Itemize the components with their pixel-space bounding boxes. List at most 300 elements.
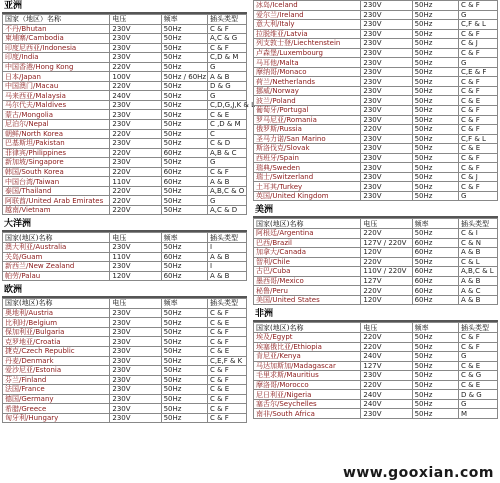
voltage-cell: 230V: [361, 191, 412, 201]
country-cell: 葡萄牙/Portugal: [254, 106, 361, 116]
plug-type-cell: C & E: [207, 385, 246, 395]
plug-type-cell: C & F: [207, 24, 246, 34]
plug-type-cell: C & D: [207, 139, 246, 149]
plug-type-cell: C & F: [207, 404, 246, 414]
voltage-cell: 230V: [110, 346, 161, 356]
plug-type-cell: C & F: [458, 332, 497, 342]
voltage-table: [2, 14, 256, 215]
table-row: [254, 257, 498, 267]
plug-type-cell: G: [207, 158, 246, 168]
column-header: 国家(地区)名称: [3, 299, 110, 309]
column-header: 插头类型: [207, 15, 246, 25]
plug-type-cell: C & F: [207, 366, 246, 376]
region-title: 亚洲: [2, 0, 247, 14]
column-header: 电压: [110, 299, 161, 309]
frequency-cell: 60Hz: [161, 177, 207, 187]
voltage-cell: 230V: [361, 409, 412, 419]
voltage-cell: 220V: [361, 125, 412, 135]
table-row: [3, 120, 247, 130]
plug-type-cell: C & F: [207, 327, 246, 337]
voltage-cell: 230V: [361, 1, 412, 11]
frequency-cell: 50Hz: [161, 100, 207, 110]
voltage-cell: 230V: [361, 77, 412, 87]
frequency-cell: 50Hz: [412, 163, 458, 173]
frequency-cell: 50Hz: [161, 327, 207, 337]
country-cell: 越南/Vietnam: [3, 205, 110, 215]
table-header-row: [3, 15, 247, 25]
table-row: [3, 139, 247, 149]
region-section: [2, 0, 256, 215]
table-row: [3, 327, 247, 337]
table-row: [3, 252, 247, 262]
country-cell: 圣马力诺/San Marino: [254, 134, 361, 144]
frequency-cell: 60Hz: [412, 248, 458, 258]
frequency-cell: 50Hz: [412, 48, 458, 58]
voltage-cell: 230V: [110, 100, 161, 110]
voltage-cell: 230V: [361, 153, 412, 163]
voltage-cell: 230V: [361, 29, 412, 39]
frequency-cell: 50Hz: [412, 390, 458, 400]
country-cell: 毛里求斯/Mauritius: [254, 371, 361, 381]
column-header: 电压: [361, 219, 412, 229]
voltage-cell: 230V: [110, 243, 161, 253]
region-section: [253, 305, 498, 418]
table-row: [3, 81, 247, 91]
column-header: 插头类型: [458, 219, 497, 229]
voltage-cell: 230V: [361, 144, 412, 154]
frequency-cell: 50Hz: [412, 332, 458, 342]
country-cell: 比利时/Belgium: [3, 318, 110, 328]
table-row: [254, 163, 498, 173]
plug-type-cell: C & F: [458, 115, 497, 125]
country-cell: 保加利亚/Bulgaria: [3, 327, 110, 337]
voltage-cell: 220V: [110, 205, 161, 215]
frequency-cell: 50Hz: [161, 62, 207, 72]
country-cell: 马耳他/Malta: [254, 58, 361, 68]
country-cell: 土耳其/Turkey: [254, 182, 361, 192]
column-header: 电压: [361, 323, 412, 333]
voltage-table: [253, 322, 498, 418]
country-cell: 意大利/Italy: [254, 20, 361, 30]
plug-type-cell: C,F & L: [458, 134, 497, 144]
country-cell: 卢森堡/Luxembourg: [254, 48, 361, 58]
table-row: [3, 34, 247, 44]
frequency-cell: 50Hz: [412, 115, 458, 125]
plug-type-cell: C & F: [458, 1, 497, 11]
country-cell: 马来西亚/Malaysia: [3, 91, 110, 101]
frequency-cell: 50Hz: [161, 375, 207, 385]
plug-type-cell: A & B: [207, 72, 246, 82]
country-cell: 新加坡/Singapore: [3, 158, 110, 168]
country-cell: 古巴/Cuba: [254, 267, 361, 277]
frequency-cell: 50Hz: [161, 120, 207, 130]
table-row: [254, 134, 498, 144]
voltage-cell: 230V: [361, 371, 412, 381]
column-header: 插头类型: [207, 299, 246, 309]
region-title: 非洲: [253, 308, 498, 322]
frequency-cell: 60Hz: [412, 295, 458, 305]
country-cell: 德国/Germany: [3, 394, 110, 404]
plug-type-cell: A,B & C: [207, 148, 246, 158]
voltage-cell: 230V: [361, 172, 412, 182]
frequency-cell: 50Hz: [161, 91, 207, 101]
country-cell: 希腊/Greece: [3, 404, 110, 414]
voltage-cell: 220V: [361, 257, 412, 267]
table-row: [254, 153, 498, 163]
country-cell: 澳大利亚/Australia: [3, 243, 110, 253]
voltage-cell: 220V: [361, 380, 412, 390]
plug-type-cell: C & G: [458, 371, 497, 381]
voltage-cell: 230V: [110, 24, 161, 34]
country-cell: 巴基斯坦/Pakistan: [3, 139, 110, 149]
table-row: [254, 342, 498, 352]
plug-type-cell: C & F: [207, 394, 246, 404]
frequency-cell: 50Hz: [161, 337, 207, 347]
country-cell: 韩国/South Korea: [3, 167, 110, 177]
country-cell: 拉脱维亚/Latvia: [254, 29, 361, 39]
voltage-table: [2, 232, 247, 281]
country-cell: 关岛/Guam: [3, 252, 110, 262]
plug-type-cell: C,F & L: [458, 20, 497, 30]
plug-type-cell: G: [458, 58, 497, 68]
country-cell: 列支敦士登/Liechtenstein: [254, 39, 361, 49]
table-row: [3, 271, 247, 281]
country-cell: 南非/South Africa: [254, 409, 361, 419]
plug-type-cell: A & B: [458, 295, 497, 305]
voltage-cell: 230V: [110, 53, 161, 63]
frequency-cell: 60Hz: [412, 267, 458, 277]
country-cell: 菲律宾/Philippines: [3, 148, 110, 158]
country-cell: 马尔代夫/Maldives: [3, 100, 110, 110]
region-title: 大洋洲: [2, 218, 247, 232]
table-row: [254, 172, 498, 182]
table-row: [3, 129, 247, 139]
voltage-cell: 230V: [110, 337, 161, 347]
table-row: [254, 286, 498, 296]
voltage-cell: 220V: [110, 129, 161, 139]
country-cell: 中国香港/Hong Kong: [3, 62, 110, 72]
country-cell: 秘鲁/Peru: [254, 286, 361, 296]
table-row: [3, 262, 247, 272]
table-row: [254, 182, 498, 192]
voltage-cell: 220V: [361, 332, 412, 342]
column-header: 国家(地区)名称: [254, 323, 361, 333]
frequency-cell: 50Hz: [412, 106, 458, 116]
frequency-cell: 50Hz: [412, 380, 458, 390]
voltage-cell: 220V: [110, 196, 161, 206]
frequency-cell: 50Hz: [412, 191, 458, 201]
plug-type-cell: A & C: [458, 286, 497, 296]
voltage-cell: 230V: [110, 120, 161, 130]
table-row: [3, 167, 247, 177]
table-row: [254, 106, 498, 116]
column-header: 国家（地区）名称: [3, 15, 110, 25]
watermark: www.gooxian.com: [342, 465, 494, 481]
table-row: [3, 24, 247, 34]
right-column: [253, 0, 498, 419]
frequency-cell: 50Hz: [412, 20, 458, 30]
plug-type-cell: G: [458, 191, 497, 201]
region-section: [2, 281, 247, 423]
frequency-cell: 50Hz: [412, 86, 458, 96]
frequency-cell: 50Hz: [412, 96, 458, 106]
table-row: [254, 248, 498, 258]
frequency-cell: 50Hz: [161, 205, 207, 215]
table-row: [254, 276, 498, 286]
left-column: [2, 0, 256, 423]
voltage-cell: 230V: [361, 20, 412, 30]
table-row: [254, 48, 498, 58]
frequency-cell: 50Hz: [161, 413, 207, 423]
country-cell: 中国台湾/Taiwan: [3, 177, 110, 187]
plug-type-cell: C & E: [207, 318, 246, 328]
table-row: [254, 86, 498, 96]
frequency-cell: 50Hz: [161, 53, 207, 63]
plug-type-cell: C & F: [458, 77, 497, 87]
country-cell: 蒙古/Mongolia: [3, 110, 110, 120]
plug-type-cell: A,C & D: [207, 205, 246, 215]
frequency-cell: 50Hz: [412, 409, 458, 419]
voltage-cell: 127V: [361, 276, 412, 286]
table-row: [254, 380, 498, 390]
voltage-cell: 220V: [110, 186, 161, 196]
plug-type-cell: C & F: [207, 43, 246, 53]
frequency-cell: 50Hz: [412, 352, 458, 362]
plug-type-cell: C,D & M: [207, 53, 246, 63]
country-cell: 罗马尼亚/Romania: [254, 115, 361, 125]
plug-type-cell: A & B: [458, 276, 497, 286]
country-cell: 丹麦/Denmark: [3, 356, 110, 366]
region-section: [2, 215, 247, 281]
table-row: [3, 308, 247, 318]
table-header-row: [254, 323, 498, 333]
plug-type-cell: C,E & F: [458, 67, 497, 77]
plug-type-cell: D & G: [207, 81, 246, 91]
frequency-cell: 50Hz: [161, 404, 207, 414]
frequency-cell: 50Hz: [161, 366, 207, 376]
country-cell: 瑞典/Sweden: [254, 163, 361, 173]
frequency-cell: 50Hz: [412, 39, 458, 49]
voltage-cell: 220V: [110, 62, 161, 72]
country-cell: 尼日利亚/Nigeria: [254, 390, 361, 400]
voltage-table: [253, 218, 498, 305]
table-row: [254, 332, 498, 342]
frequency-cell: 50Hz: [412, 153, 458, 163]
voltage-cell: 240V: [361, 352, 412, 362]
frequency-cell: 50Hz: [161, 346, 207, 356]
voltage-cell: 240V: [361, 390, 412, 400]
table-row: [3, 243, 247, 253]
country-cell: 法国/France: [3, 385, 110, 395]
plug-type-cell: C & F: [207, 167, 246, 177]
country-cell: 阿联酋/United Arab Emirates: [3, 196, 110, 206]
frequency-cell: 50Hz: [161, 262, 207, 272]
table-row: [3, 337, 247, 347]
country-cell: 挪威/Norway: [254, 86, 361, 96]
country-cell: 冰岛/Iceland: [254, 1, 361, 11]
plug-type-cell: A & B: [207, 271, 246, 281]
frequency-cell: 50Hz: [412, 172, 458, 182]
voltage-cell: 230V: [361, 48, 412, 58]
country-cell: 爱尔兰/Ireland: [254, 10, 361, 20]
voltage-cell: 230V: [110, 366, 161, 376]
voltage-cell: 230V: [110, 262, 161, 272]
frequency-cell: 50Hz: [161, 243, 207, 253]
country-cell: 中国澳门/Macau: [3, 81, 110, 91]
voltage-cell: 220V: [361, 342, 412, 352]
voltage-cell: 230V: [361, 10, 412, 20]
country-cell: 加拿大/Canada: [254, 248, 361, 258]
column-header: 频率: [161, 233, 207, 243]
plug-type-cell: C & E: [207, 346, 246, 356]
voltage-cell: 230V: [361, 96, 412, 106]
column-header: 电压: [110, 15, 161, 25]
country-cell: 芬兰/Finland: [3, 375, 110, 385]
plug-type-cell: C & F: [458, 86, 497, 96]
table-row: [254, 125, 498, 135]
frequency-cell: 50Hz: [161, 356, 207, 366]
country-cell: 朝鲜/North Korea: [3, 129, 110, 139]
plug-type-cell: C,D,G,J,K & L: [207, 100, 246, 110]
frequency-cell: 50Hz: [161, 24, 207, 34]
voltage-cell: 230V: [110, 110, 161, 120]
table-row: [254, 77, 498, 87]
frequency-cell: 50Hz: [412, 257, 458, 267]
plug-type-cell: G: [458, 399, 497, 409]
plug-type-cell: G: [458, 10, 497, 20]
table-row: [3, 366, 247, 376]
plug-type-cell: C & E: [207, 110, 246, 120]
table-header-row: [3, 233, 247, 243]
region-title: 欧洲: [2, 284, 247, 298]
plug-type-cell: C & F: [458, 342, 497, 352]
plug-type-cell: C & I: [458, 229, 497, 239]
plug-type-cell: G: [458, 352, 497, 362]
column-header: 频率: [412, 219, 458, 229]
frequency-cell: 50Hz: [412, 67, 458, 77]
table-row: [254, 399, 498, 409]
voltage-cell: 230V: [361, 115, 412, 125]
voltage-cell: 230V: [361, 86, 412, 96]
plug-type-cell: C & F: [458, 106, 497, 116]
voltage-cell: 240V: [361, 399, 412, 409]
table-row: [3, 394, 247, 404]
frequency-cell: 50Hz: [412, 1, 458, 11]
voltage-cell: 230V: [110, 327, 161, 337]
plug-type-cell: C,E,F & K: [207, 356, 246, 366]
voltage-cell: 230V: [110, 158, 161, 168]
country-cell: 巴西/Brazil: [254, 238, 361, 248]
table-row: [254, 39, 498, 49]
plug-type-cell: G: [207, 91, 246, 101]
column-header: 频率: [161, 299, 207, 309]
plug-type-cell: G: [207, 62, 246, 72]
table-row: [3, 53, 247, 63]
voltage-cell: 230V: [110, 308, 161, 318]
voltage-cell: 230V: [361, 39, 412, 49]
voltage-cell: 220V: [110, 167, 161, 177]
table-row: [3, 385, 247, 395]
plug-type-cell: A & B: [207, 252, 246, 262]
voltage-cell: 230V: [110, 318, 161, 328]
table-row: [254, 295, 498, 305]
country-cell: 摩洛哥/Morocco: [254, 380, 361, 390]
voltage-cell: 230V: [361, 134, 412, 144]
plug-type-cell: C & N: [458, 238, 497, 248]
plug-type-cell: C & E: [458, 144, 497, 154]
plug-type-cell: C & F: [458, 153, 497, 163]
table-row: [254, 20, 498, 30]
table-row: [254, 10, 498, 20]
table-row: [3, 318, 247, 328]
plug-type-cell: C & F: [207, 337, 246, 347]
frequency-cell: 50Hz: [412, 29, 458, 39]
table-row: [254, 267, 498, 277]
country-cell: 捷克/Czech Republic: [3, 346, 110, 356]
voltage-cell: 230V: [110, 34, 161, 44]
frequency-cell: 50Hz / 60Hz: [161, 72, 207, 82]
voltage-cell: 230V: [110, 385, 161, 395]
country-cell: 西班牙/Spain: [254, 153, 361, 163]
table-row: [254, 144, 498, 154]
voltage-cell: 110V: [110, 252, 161, 262]
column-header: 电压: [110, 233, 161, 243]
voltage-cell: 230V: [110, 404, 161, 414]
frequency-cell: 60Hz: [161, 148, 207, 158]
voltage-cell: 240V: [110, 91, 161, 101]
voltage-cell: 230V: [361, 58, 412, 68]
country-cell: 匈牙利/Hungary: [3, 413, 110, 423]
country-cell: 埃塞俄比亚/Ethiopia: [254, 342, 361, 352]
voltage-cell: 230V: [110, 394, 161, 404]
frequency-cell: 50Hz: [412, 58, 458, 68]
table-row: [3, 186, 247, 196]
frequency-cell: 50Hz: [161, 81, 207, 91]
frequency-cell: 50Hz: [161, 385, 207, 395]
frequency-cell: 50Hz: [412, 229, 458, 239]
country-cell: 帕劳/Palau: [3, 271, 110, 281]
table-row: [3, 205, 247, 215]
country-cell: 不丹/Bhutan: [3, 24, 110, 34]
country-cell: 日本/Japan: [3, 72, 110, 82]
table-row: [254, 371, 498, 381]
frequency-cell: 50Hz: [412, 144, 458, 154]
country-cell: 摩纳哥/Monaco: [254, 67, 361, 77]
table-row: [254, 390, 498, 400]
table-header-row: [3, 299, 247, 309]
frequency-cell: 50Hz: [412, 10, 458, 20]
country-cell: 印度尼西亚/Indonesia: [3, 43, 110, 53]
country-cell: 新西兰/New Zealand: [3, 262, 110, 272]
frequency-cell: 60Hz: [161, 271, 207, 281]
plug-type-cell: C & F: [207, 375, 246, 385]
frequency-cell: 60Hz: [161, 167, 207, 177]
country-cell: 奥地利/Austria: [3, 308, 110, 318]
table-header-row: [254, 219, 498, 229]
region-title: 美洲: [253, 204, 498, 218]
table-row: [254, 229, 498, 239]
country-cell: 瑞士/Switzerland: [254, 172, 361, 182]
plug-type-cell: C & F: [458, 182, 497, 192]
table-row: [3, 148, 247, 158]
voltage-cell: 120V: [361, 295, 412, 305]
voltage-cell: 120V: [110, 271, 161, 281]
voltage-cell: 220V: [361, 229, 412, 239]
voltage-cell: 127V: [361, 361, 412, 371]
plug-type-cell: C & F: [458, 29, 497, 39]
voltage-cell: 110V: [110, 177, 161, 187]
column-header: 插头类型: [207, 233, 246, 243]
